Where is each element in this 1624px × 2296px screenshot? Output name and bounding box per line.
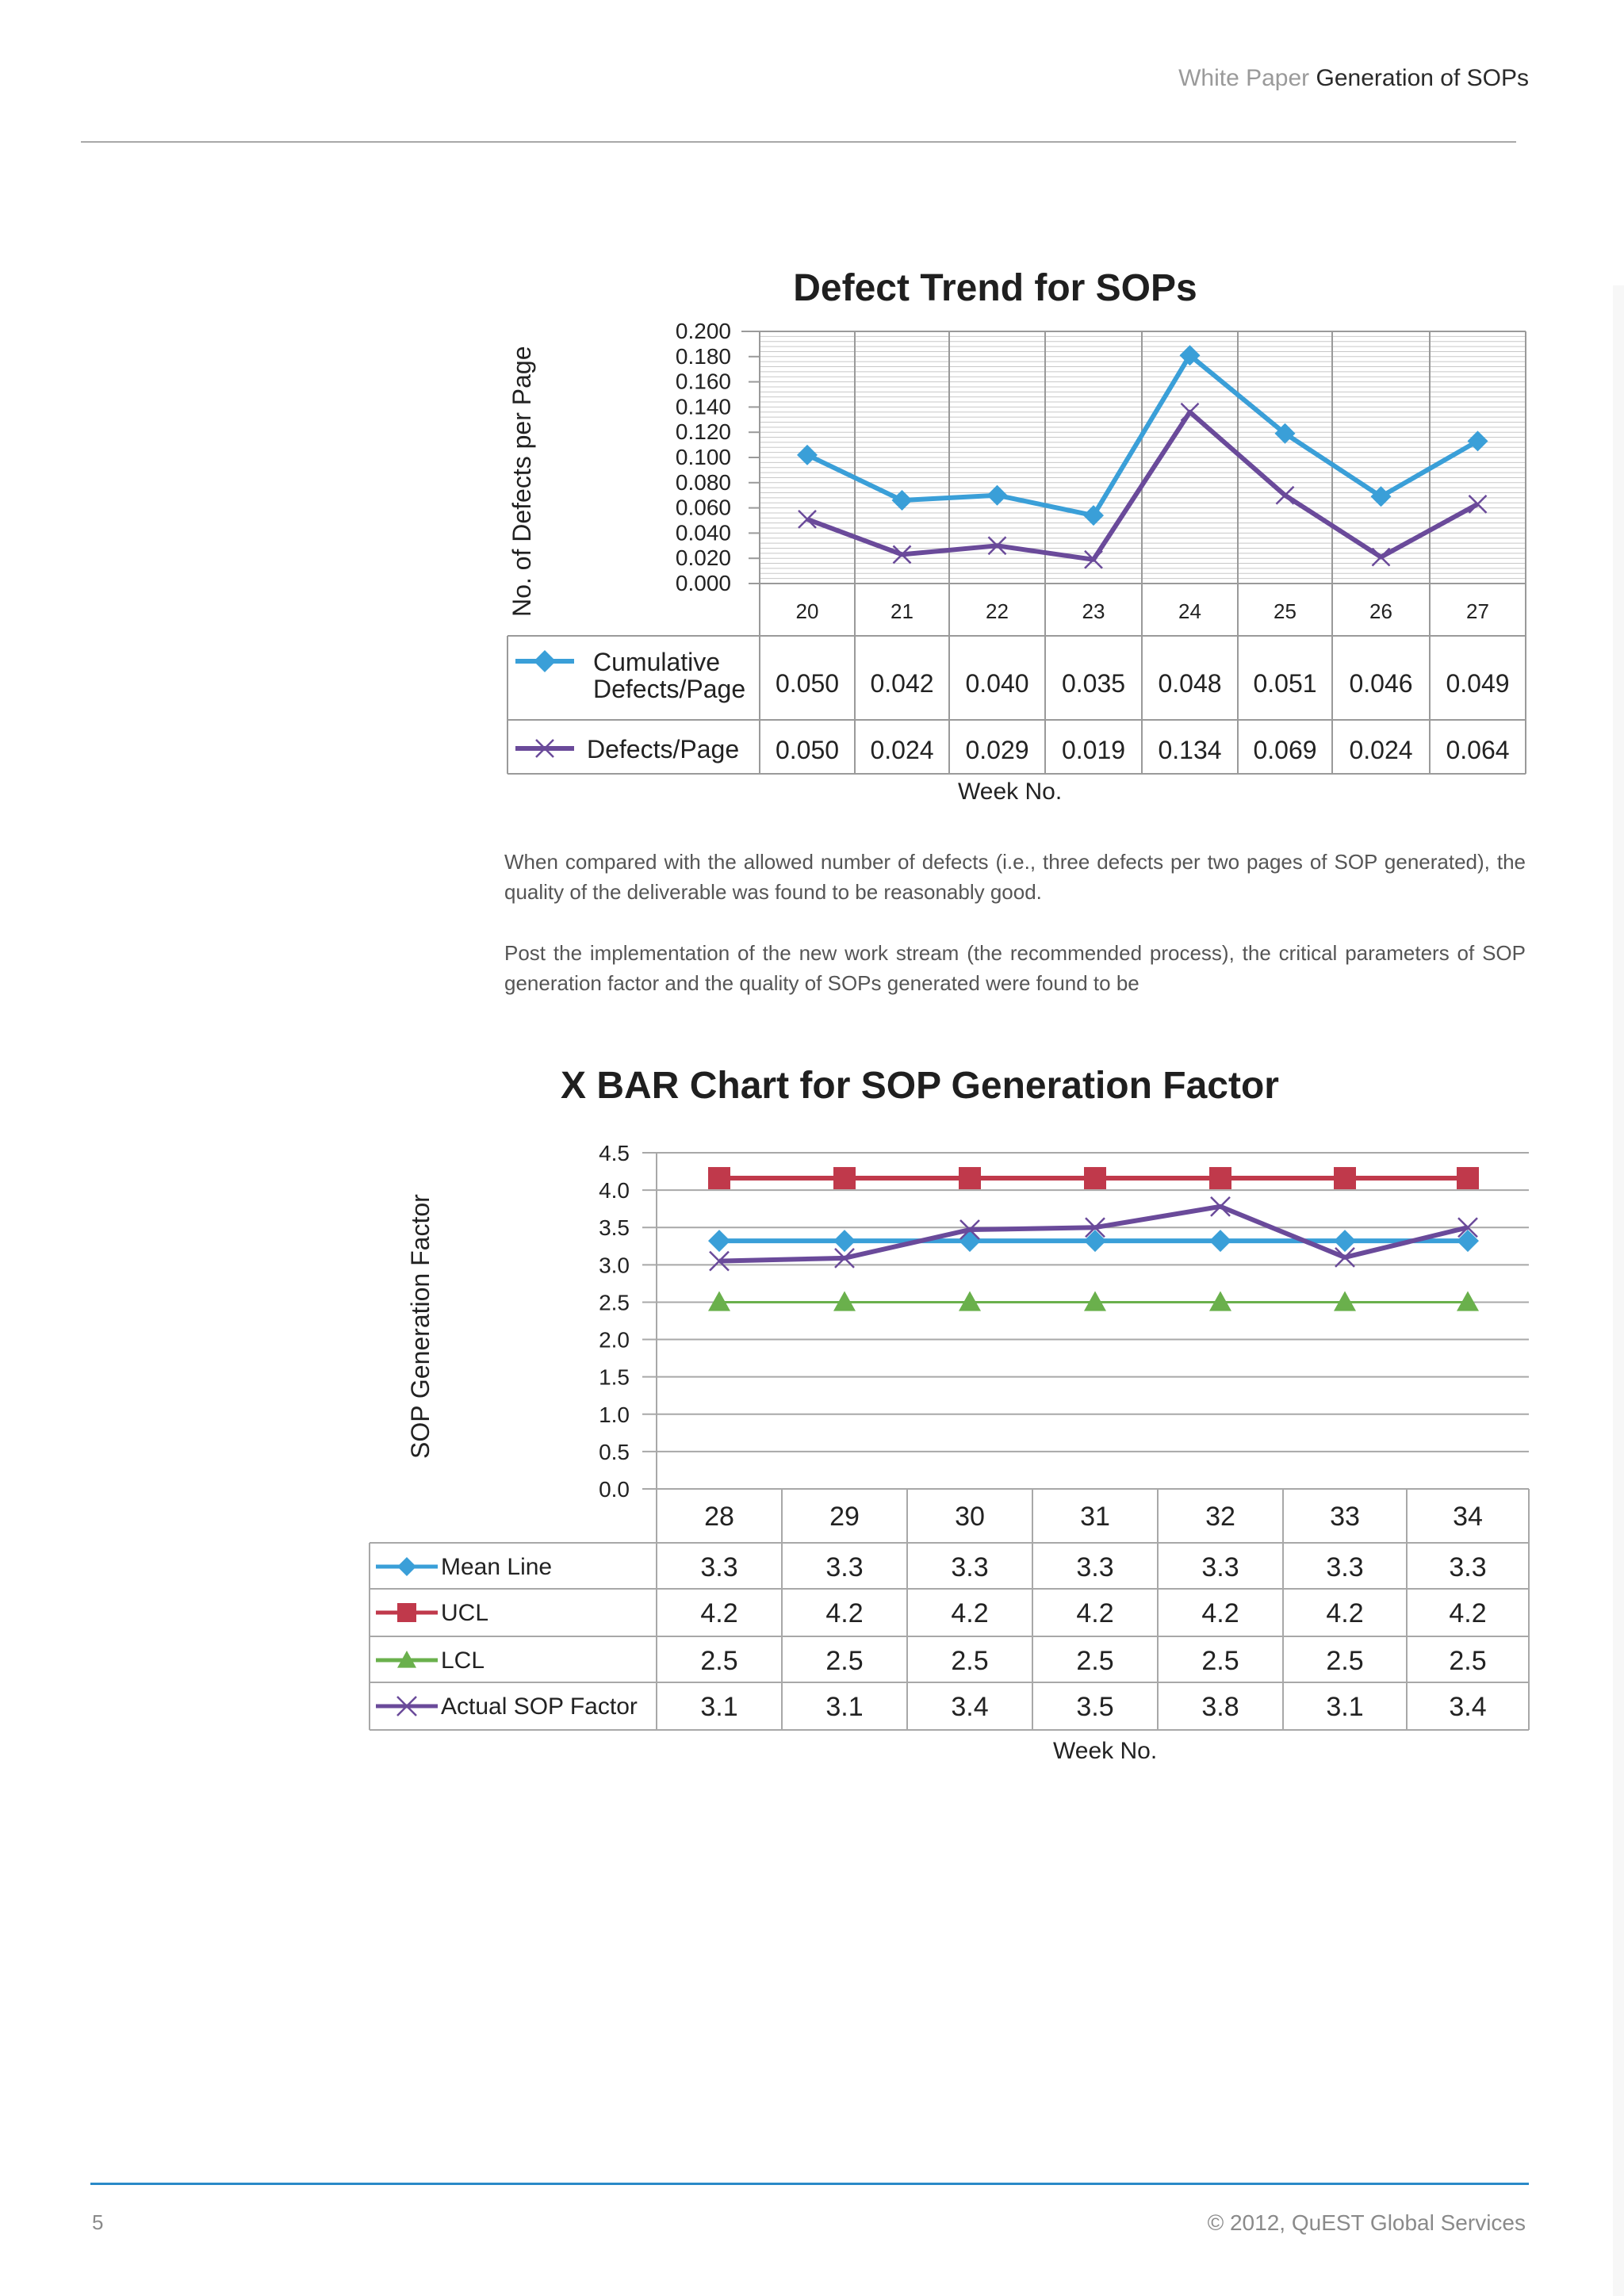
chart2-lcl-table-value: 2.5 <box>951 1646 989 1676</box>
chart2-x-tick-label: 32 <box>1205 1502 1235 1532</box>
chart1-y-tick-label: 0.060 <box>675 495 731 520</box>
chart1-y-tick-label: 0.160 <box>675 369 731 394</box>
chart2-y-tick-label: 2.5 <box>599 1290 630 1315</box>
body-paragraph-2: Post the implementation of the new work stream (the recommended process), the critical parameters of SOP generation factor and the quality of SOPs generated were found to be <box>504 941 1526 995</box>
chart2-ucl-table-value: 4.2 <box>825 1598 864 1628</box>
chart2-ucl-table-value: 4.2 <box>1449 1598 1487 1628</box>
chart1-cumulative-table-value: 0.050 <box>775 669 840 698</box>
chart1-y-tick-label: 0.100 <box>675 445 731 469</box>
footer-divider <box>90 2183 1529 2185</box>
chart1-y-tick-label: 0.040 <box>675 520 731 545</box>
chart1-y-axis-label: No. of Defects per Page <box>508 346 536 617</box>
chart1-y-tick-label: 0.080 <box>675 469 731 495</box>
body-paragraph-1: When compared with the allowed number of defects (i.e., three defects per two pages of SOP generated), the quality of the deliverable was found to be reasonably good. <box>504 850 1526 904</box>
chart1-cumulative-table-value: 0.049 <box>1446 669 1510 698</box>
chart1-y-tick-label: 0.020 <box>675 545 731 571</box>
chart1-cumulative-table-value: 0.051 <box>1253 669 1317 698</box>
chart2-ucl-table-value: 4.2 <box>700 1598 738 1628</box>
chart2-ucl-point <box>1084 1167 1106 1189</box>
chart1-cumulative-table-value: 0.048 <box>1158 669 1222 698</box>
chart1-x-tick-label: 27 <box>1466 599 1489 623</box>
chart1-cumulative-table-value: 0.040 <box>965 669 1029 698</box>
chart2-lcl-table-value: 2.5 <box>700 1646 738 1676</box>
chart1-x-axis-label: Week No. <box>958 779 1063 805</box>
chart1-cumulative-table-value: 0.042 <box>870 669 934 698</box>
chart2-actual-table-value: 3.5 <box>1076 1692 1114 1722</box>
chart1-defects-table-value: 0.024 <box>870 736 934 764</box>
chart1-x-tick-label: 26 <box>1369 599 1392 623</box>
chart1-y-tick-label: 0.140 <box>675 394 731 419</box>
chart2-ucl-table-value: 4.2 <box>1076 1598 1114 1628</box>
chart2-x-tick-label: 33 <box>1330 1502 1360 1532</box>
chart2-lcl-table-value: 2.5 <box>1076 1646 1114 1676</box>
chart1-x-tick-label: 23 <box>1082 599 1105 623</box>
chart1-legend-cumulative-label: Defects/Page <box>593 675 746 703</box>
chart2-legend-mean-marker <box>397 1557 416 1576</box>
chart2-ucl-point <box>708 1167 730 1189</box>
chart1-defects-table-value: 0.069 <box>1253 736 1317 764</box>
chart2-legend-lcl-label: LCL <box>441 1647 485 1674</box>
chart2-x-tick-label: 28 <box>704 1502 734 1532</box>
chart2-y-tick-label: 0.5 <box>599 1439 630 1464</box>
chart2-legend-ucl-marker <box>397 1603 416 1622</box>
chart1-legend-defects-label: Defects/Page <box>587 735 740 763</box>
chart2-mean-table-value: 3.3 <box>951 1552 989 1582</box>
defect-trend-chart <box>0 0 1624 872</box>
chart1-x-tick-label: 24 <box>1178 599 1201 623</box>
chart1-y-tick-label: 0.200 <box>675 319 731 343</box>
chart2-lcl-table-value: 2.5 <box>1326 1646 1364 1676</box>
chart2-x-axis-label: Week No. <box>1053 1738 1158 1764</box>
chart2-y-tick-label: 1.5 <box>599 1364 630 1390</box>
chart2-y-tick-label: 4.5 <box>599 1141 630 1165</box>
header-title: Generation of SOPs <box>1316 65 1529 91</box>
xbar-chart <box>0 1110 1624 1760</box>
chart2-mean-table-value: 3.3 <box>1076 1552 1114 1582</box>
chart2-mean-table-value: 3.3 <box>1201 1552 1239 1582</box>
chart1-x-tick-label: 22 <box>986 599 1009 623</box>
chart1-legend-cumulative-marker <box>534 650 556 672</box>
chart1-defects-table-value: 0.029 <box>965 736 1029 764</box>
chart2-actual-table-value: 3.1 <box>1326 1692 1364 1722</box>
chart2-actual-table-value: 3.1 <box>700 1692 738 1722</box>
chart2-ucl-point <box>959 1167 981 1189</box>
chart1-defects-table-value: 0.024 <box>1349 736 1413 764</box>
chart2-x-tick-label: 29 <box>829 1502 860 1532</box>
chart1-defects-table-value: 0.050 <box>775 736 840 764</box>
chart2-ucl-point <box>1334 1167 1356 1189</box>
chart2-x-tick-label: 34 <box>1453 1502 1483 1532</box>
chart2-y-tick-label: 4.0 <box>599 1178 630 1203</box>
chart2-lcl-table-value: 2.5 <box>825 1646 864 1676</box>
chart2-ucl-table-value: 4.2 <box>1201 1598 1239 1628</box>
chart2-mean-point <box>1209 1230 1231 1252</box>
chart1-y-tick-label: 0.000 <box>675 571 731 595</box>
header-prefix: White Paper <box>1178 65 1310 91</box>
chart2-y-axis-label: SOP Generation Factor <box>406 1194 435 1459</box>
chart2-ucl-point <box>833 1167 856 1189</box>
chart2-ucl-table-value: 4.2 <box>951 1598 989 1628</box>
chart2-y-tick-label: 3.5 <box>599 1215 630 1241</box>
chart1-defects-table-value: 0.064 <box>1446 736 1510 764</box>
chart2-x-tick-label: 30 <box>955 1502 985 1532</box>
chart2-ucl-table-value: 4.2 <box>1326 1598 1364 1628</box>
chart1-legend-cumulative-label: Cumulative <box>593 648 721 676</box>
chart1-defects-table-value: 0.019 <box>1061 736 1126 764</box>
chart2-mean-table-value: 3.3 <box>825 1552 864 1582</box>
chart2-mean-point <box>833 1230 856 1252</box>
chart2-actual-table-value: 3.4 <box>951 1692 989 1722</box>
chart2-lcl-table-value: 2.5 <box>1449 1646 1487 1676</box>
chart2-y-tick-label: 1.0 <box>599 1402 630 1427</box>
chart1-x-tick-label: 21 <box>891 599 914 623</box>
chart2-legend-mean-label: Mean Line <box>441 1554 553 1580</box>
chart2-y-tick-label: 0.0 <box>599 1477 630 1502</box>
chart2-title: X BAR Chart for SOP Generation Factor <box>561 1065 1279 1107</box>
chart2-actual-table-value: 3.8 <box>1201 1692 1239 1722</box>
chart2-mean-table-value: 3.3 <box>700 1552 738 1582</box>
chart2-x-tick-label: 31 <box>1080 1502 1110 1532</box>
chart2-mean-table-value: 3.3 <box>1449 1552 1487 1582</box>
chart2-actual-table-value: 3.1 <box>825 1692 864 1722</box>
chart2-mean-point <box>1084 1230 1106 1252</box>
chart1-defects-table-value: 0.134 <box>1158 736 1222 764</box>
chart2-lcl-table-value: 2.5 <box>1201 1646 1239 1676</box>
chart2-mean-table-value: 3.3 <box>1326 1552 1364 1582</box>
chart2-ucl-point <box>1209 1167 1231 1189</box>
chart2-ucl-point <box>1457 1167 1479 1189</box>
chart2-y-tick-label: 3.0 <box>599 1253 630 1278</box>
chart1-x-tick-label: 20 <box>795 599 819 623</box>
chart1-x-tick-label: 25 <box>1274 599 1297 623</box>
chart1-cumulative-table-value: 0.046 <box>1349 669 1413 698</box>
chart1-cumulative-table-value: 0.035 <box>1061 669 1126 698</box>
chart2-mean-point <box>708 1230 730 1252</box>
page-number: 5 <box>92 2210 104 2234</box>
chart2-legend-actual-label: Actual SOP Factor <box>441 1693 638 1720</box>
chart1-y-tick-label: 0.120 <box>675 419 731 445</box>
chart2-legend-ucl-label: UCL <box>441 1600 489 1626</box>
copyright-notice: © 2012, QuEST Global Services <box>1207 2210 1526 2235</box>
chart1-title: Defect Trend for SOPs <box>793 267 1197 309</box>
chart2-actual-table-value: 3.4 <box>1449 1692 1487 1722</box>
chart2-y-tick-label: 2.0 <box>599 1327 630 1353</box>
chart2-mean-point <box>1457 1230 1479 1252</box>
chart1-y-tick-label: 0.180 <box>675 343 731 369</box>
